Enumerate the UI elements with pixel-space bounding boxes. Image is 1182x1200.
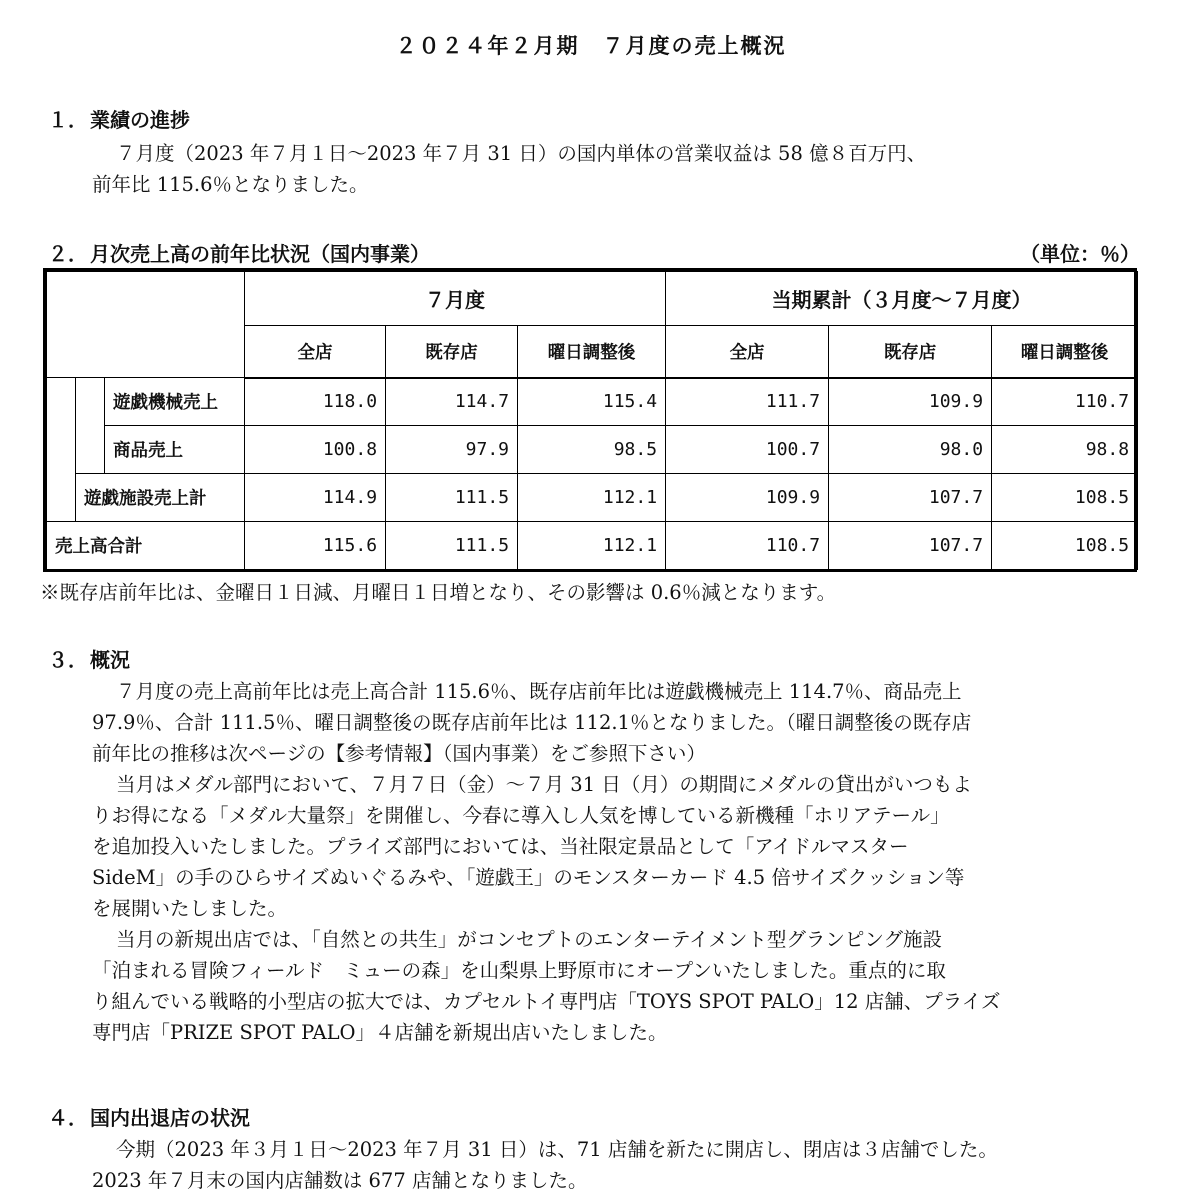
section-3-line: り組んでいる戦略的小型店の拡大では、カプセルトイ専門店「TOYS SPOT PALO」12 店舗、プライズ xyxy=(92,990,1001,1013)
section-3-line: を追加投入いたしました。プライズ部門においては、当社限定景品として「アイドルマスター xyxy=(92,835,909,858)
section-4-number: ４． xyxy=(48,1106,88,1130)
sales-table-frame xyxy=(43,268,1137,572)
table-cell: 100.8 xyxy=(245,426,386,474)
section-1-number: １． xyxy=(48,108,88,132)
section-1-heading xyxy=(48,104,190,133)
unit-label: （単位：％） xyxy=(1020,242,1140,266)
header-cum-existing-stores: 既存店 xyxy=(829,326,992,378)
table-cell: 114.9 xyxy=(245,474,386,522)
table-cell: 108.5 xyxy=(992,474,1138,522)
indent-cell xyxy=(47,378,76,522)
header-month-group: ７月度 xyxy=(245,272,666,326)
table-cell: 98.0 xyxy=(829,426,992,474)
section-3-line: 「泊まれる冒険フィールド ミューの森」を山梨県上野原市にオープンいたしました。重点的に取 xyxy=(92,959,946,982)
section-4-heading xyxy=(48,1102,250,1131)
row-label-game-machine-sales: 遊戯機械売上 xyxy=(105,378,245,426)
section-4-line: 2023 年７月末の国内店舗数は 677 店舗となりました。 xyxy=(92,1169,588,1192)
header-cum-day-adjusted: 曜日調整後 xyxy=(992,326,1138,378)
table-cell: 109.9 xyxy=(666,474,829,522)
table-cell: 107.7 xyxy=(829,474,992,522)
header-month-day-adjusted: 曜日調整後 xyxy=(518,326,666,378)
section-3-title: 概況 xyxy=(90,648,130,672)
section-1-body xyxy=(92,138,926,200)
table-cell: 98.8 xyxy=(992,426,1138,474)
row-label-net-sales-total: 売上高合計 xyxy=(47,522,245,570)
table-cell: 98.5 xyxy=(518,426,666,474)
section-3-line: 専門店「PRIZE SPOT PALO」４店舗を新規出店いたしました。 xyxy=(92,1021,668,1044)
section-1-title: 業績の進捗 xyxy=(90,108,190,132)
table-cell: 110.7 xyxy=(992,378,1138,426)
section-3-line: ７月度の売上高前年比は売上高合計 115.6％、既存店前年比は遊戯機械売上 114.7％、商品売上 xyxy=(116,680,962,703)
table-cell: 108.5 xyxy=(992,522,1138,570)
table-cell: 110.7 xyxy=(666,522,829,570)
table-cell: 112.1 xyxy=(518,522,666,570)
section-1-line: ７月度（2023 年７月１日～2023 年７月 31 日）の国内単体の営業収益は 58 億８百万円、 xyxy=(116,142,927,165)
table-cell: 114.7 xyxy=(386,378,518,426)
section-3-line: を展開いたしました。 xyxy=(92,897,288,920)
table-row xyxy=(47,378,1138,426)
page-title: ２０２４年２月期 ７月度の売上概況 xyxy=(395,34,787,58)
table-row xyxy=(47,474,1138,522)
section-3-line: りお得になる「メダル大量祭」を開催し、今春に導入し人気を博している新機種「ホリアテール」 xyxy=(92,804,950,827)
section-3-line: SideM」の手のひらサイズぬいぐるみや、「遊戯王」のモンスターカード 4.5 倍サイズクッション等 xyxy=(92,866,965,889)
section-3-line: 前年比の推移は次ページの【参考情報】（国内事業）をご参照下さい） xyxy=(92,742,706,765)
section-3-line: 97.9％、合計 111.5％、曜日調整後の既存店前年比は 112.1％となりました。（曜日調整後の既存店 xyxy=(92,711,972,734)
table-cell: 97.9 xyxy=(386,426,518,474)
table-row xyxy=(47,426,1138,474)
sales-table xyxy=(46,271,1138,570)
section-3-line: 当月はメダル部門において、７月７日（金）～７月 31 日（月）の期間にメダルの貸出がいつもよ xyxy=(116,773,972,796)
table-row xyxy=(47,522,1138,570)
row-label-merchandise-sales: 商品売上 xyxy=(105,426,245,474)
table-cell: 111.5 xyxy=(386,522,518,570)
section-2-heading xyxy=(48,238,430,267)
table-cell: 115.6 xyxy=(245,522,386,570)
header-month-all-stores: 全店 xyxy=(245,326,386,378)
section-3-number: ３． xyxy=(48,648,88,672)
table-cell: 109.9 xyxy=(829,378,992,426)
table-corner-cell xyxy=(47,272,245,378)
header-cum-all-stores: 全店 xyxy=(666,326,829,378)
indent-cell xyxy=(76,378,105,474)
section-3-body xyxy=(92,676,1001,1048)
table-cell: 111.5 xyxy=(386,474,518,522)
table-cell: 111.7 xyxy=(666,378,829,426)
row-label-amusement-facility-total: 遊戯施設売上計 xyxy=(76,474,245,522)
section-3-heading xyxy=(48,644,130,673)
header-cumulative-group: 当期累計（３月度～７月度） xyxy=(666,272,1138,326)
section-2-title: 月次売上高の前年比状況（国内事業） xyxy=(90,242,430,266)
section-4-title: 国内出退店の状況 xyxy=(90,1106,250,1130)
table-cell: 118.0 xyxy=(245,378,386,426)
section-3-line: 当月の新規出店では、「自然との共生」がコンセプトのエンターテイメント型グランピング施設 xyxy=(116,928,943,951)
table-cell: 112.1 xyxy=(518,474,666,522)
header-month-existing-stores: 既存店 xyxy=(386,326,518,378)
section-4-body xyxy=(92,1134,998,1196)
table-cell: 115.4 xyxy=(518,378,666,426)
table-cell: 100.7 xyxy=(666,426,829,474)
section-2-number: ２． xyxy=(48,242,88,266)
section-1-line: 前年比 115.6％となりました。 xyxy=(92,173,369,196)
table-cell: 107.7 xyxy=(829,522,992,570)
section-4-line: 今期（2023 年３月１日～2023 年７月 31 日）は、71 店舗を新たに開店し、閉店は３店舗でした。 xyxy=(116,1138,998,1161)
table-footnote: ※既存店前年比は、金曜日１日減、月曜日１日増となり、その影響は 0.6％減となります。 xyxy=(40,581,837,604)
